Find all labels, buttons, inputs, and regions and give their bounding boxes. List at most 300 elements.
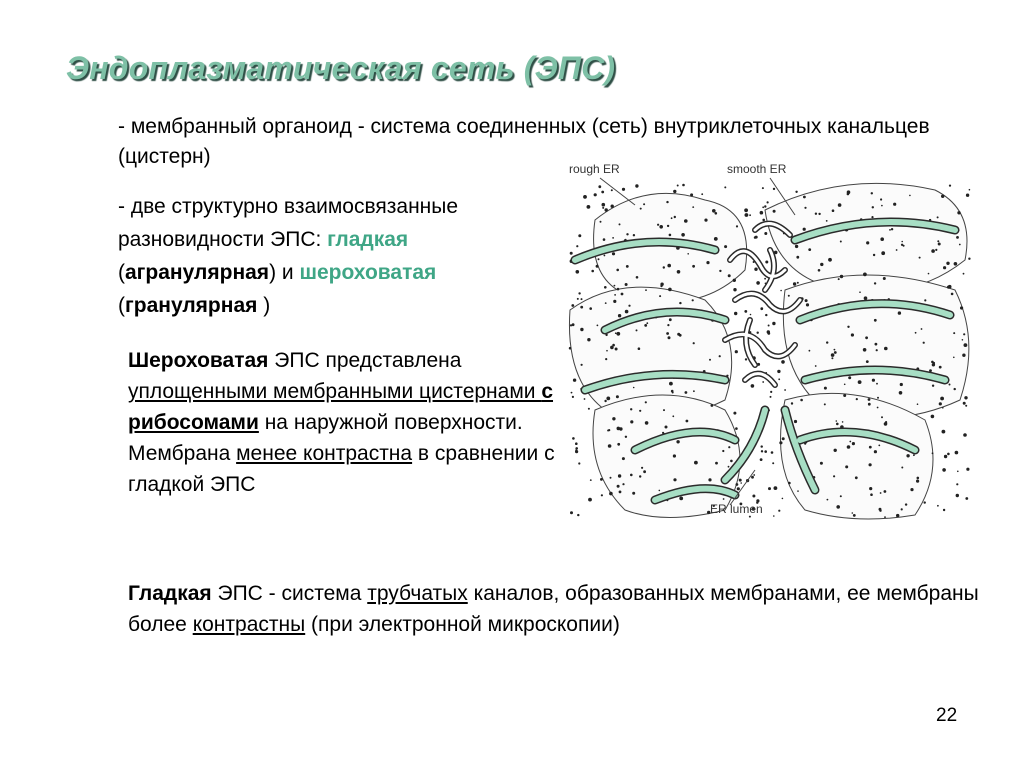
ribosome-dot	[942, 430, 946, 434]
ribosome-dot	[966, 468, 969, 471]
ribosome-dot	[924, 299, 926, 301]
ribosome-dot	[681, 233, 685, 237]
ribosome-dot	[947, 453, 950, 456]
ribosome-dot	[578, 234, 581, 237]
ribosome-dot	[755, 236, 758, 239]
ribosome-dot	[638, 347, 641, 350]
ribosome-dot	[610, 346, 614, 350]
ribosome-dot	[606, 397, 610, 401]
ribosome-dot	[899, 391, 903, 395]
ribosome-dot	[750, 314, 752, 316]
text: на наружной поверхности. Мембрана	[128, 411, 523, 465]
ribosome-dot	[808, 248, 811, 251]
ribosome-dot	[677, 185, 679, 187]
ribosome-dot	[864, 296, 868, 300]
underlined-tubular: трубчатых	[367, 582, 468, 605]
ribosome-dot	[614, 285, 616, 287]
ribosome-dot	[836, 420, 838, 422]
ribosome-dot	[724, 186, 726, 188]
ribosome-dot	[604, 400, 606, 402]
ribosome-dot	[910, 488, 913, 491]
ribosome-dot	[935, 249, 937, 251]
ribosome-dot	[797, 282, 799, 284]
text: в сравнении с гладкой ЭПС	[128, 442, 555, 496]
ribosome-dot	[612, 417, 615, 420]
ribosome-dot	[791, 402, 793, 404]
ribosome-dot	[669, 234, 672, 237]
ribosome-dot	[630, 420, 633, 423]
ribosome-dot	[668, 336, 671, 339]
ribosome-dot	[752, 495, 755, 498]
ribosome-dot	[676, 440, 679, 443]
ribosome-dot	[728, 274, 731, 277]
ribosome-dot	[928, 273, 930, 275]
ribosome-dot	[780, 290, 782, 292]
ribosome-dot	[601, 494, 603, 496]
ribosome-dot	[863, 348, 867, 352]
term-agranular: агранулярная	[125, 261, 270, 284]
ribosome-dot	[736, 225, 738, 227]
ribosome-dot	[772, 462, 774, 464]
ribosome-dot	[896, 514, 899, 517]
ribosome-dot	[668, 288, 672, 292]
ribosome-dot	[694, 461, 698, 465]
ribosome-dot	[827, 499, 829, 501]
ribosome-dot	[884, 490, 887, 493]
ribosome-dot	[745, 358, 747, 360]
ribosome-dot	[584, 398, 586, 400]
ribosome-dot	[580, 328, 583, 331]
ribosome-dot	[671, 217, 673, 219]
ribosome-dot	[767, 332, 770, 335]
ribosome-dot	[866, 360, 869, 363]
ribosome-dot	[630, 474, 633, 477]
ribosome-dot	[577, 298, 579, 300]
ribosome-dot	[955, 451, 959, 455]
ribosome-dot	[679, 497, 683, 501]
ribosome-dot	[728, 446, 730, 448]
ribosome-dot	[884, 347, 888, 351]
ribosome-dot	[901, 467, 903, 469]
label-smooth-er: smooth ER	[727, 162, 787, 176]
text: (	[118, 261, 125, 284]
ribosome-dot	[969, 189, 971, 191]
label-er-lumen: ER lumen	[710, 502, 763, 516]
ribosome-dot	[644, 324, 647, 327]
ribosome-dot	[946, 262, 949, 265]
ribosome-dot	[774, 486, 778, 490]
ribosome-dot	[603, 238, 606, 241]
ribosome-dot	[625, 310, 629, 314]
ribosome-dot	[645, 401, 647, 403]
ribosome-dot	[764, 450, 767, 453]
ribosome-dot	[597, 325, 599, 327]
ribosome-dot	[572, 437, 575, 440]
ribosome-dot	[719, 355, 721, 357]
ribosome-dot	[715, 212, 718, 215]
ribosome-dot	[964, 343, 968, 347]
ribosome-dot	[806, 303, 809, 306]
ribosome-dot	[809, 350, 811, 352]
ribosome-dot	[940, 397, 944, 401]
ribosome-dot	[836, 505, 840, 509]
ribosome-dot	[626, 233, 628, 235]
ribosome-dot	[767, 201, 769, 203]
ribosome-dot	[714, 237, 718, 241]
ribosome-dot	[598, 258, 600, 260]
ribosome-dot	[954, 388, 956, 390]
ribosome-dot	[575, 447, 578, 450]
ribosome-dot	[617, 427, 621, 431]
ribosome-dot	[782, 437, 785, 440]
term-rough: шероховатая	[299, 261, 437, 284]
ribosome-dot	[931, 415, 935, 419]
ribosome-dot	[880, 492, 882, 494]
ribosome-dot	[878, 445, 880, 447]
ribosome-dot	[722, 450, 724, 452]
ribosome-dot	[616, 332, 620, 336]
ribosome-dot	[762, 187, 764, 189]
ribosome-dot	[874, 282, 876, 284]
ribosome-dot	[571, 304, 574, 307]
ribosome-dot	[939, 402, 942, 405]
ribosome-dot	[610, 477, 612, 479]
ribosome-dot	[838, 203, 842, 207]
ribosome-dot	[581, 364, 583, 366]
ribosome-dot	[917, 403, 919, 405]
ribosome-dot	[880, 237, 884, 241]
ribosome-dot	[949, 384, 951, 386]
rough-er-paragraph	[128, 345, 558, 500]
label-rough-er: rough ER	[569, 162, 620, 176]
ribosome-dot	[906, 454, 909, 457]
ribosome-dot	[939, 366, 942, 369]
ribosome-dot	[924, 501, 926, 503]
ribosome-dot	[781, 360, 785, 364]
ribosome-dot	[641, 467, 643, 469]
ribosome-dot	[881, 205, 883, 207]
ribosome-dot	[881, 251, 885, 255]
ribosome-dot	[709, 359, 711, 361]
ribosome-dot	[591, 270, 594, 273]
ribosome-dot	[795, 191, 797, 193]
ribosome-dot	[736, 483, 739, 486]
ribosome-dot	[795, 245, 798, 248]
ribosome-dot	[569, 347, 572, 350]
ribosome-dot	[744, 208, 748, 212]
ribosome-dot	[784, 389, 786, 391]
ribosome-dot	[692, 206, 694, 208]
ribosome-dot	[893, 203, 896, 206]
ribosome-dot	[617, 485, 620, 488]
term-smooth-er: Гладкая	[128, 582, 212, 605]
text: (	[118, 294, 125, 317]
ribosome-dot	[852, 442, 855, 445]
ribosome-dot	[733, 279, 736, 282]
ribosome-dot	[571, 392, 573, 394]
ribosome-dot	[938, 243, 941, 246]
ribosome-dot	[735, 427, 738, 430]
ribosome-dot	[884, 516, 886, 518]
ribosome-dot	[666, 332, 669, 335]
ribosome-dot	[602, 207, 604, 209]
ribosome-dot	[773, 188, 775, 190]
ribosome-dot	[632, 492, 635, 495]
ribosome-dot	[779, 441, 782, 444]
ribosome-dot	[667, 264, 671, 268]
ribosome-dot	[960, 306, 963, 309]
ribosome-dot	[622, 188, 625, 191]
ribosome-dot	[739, 479, 742, 482]
ribosome-dot	[956, 483, 958, 485]
ribosome-dot	[615, 348, 618, 351]
ribosome-dot	[578, 292, 580, 294]
ribosome-dot	[916, 480, 919, 483]
ribosome-dot	[596, 265, 599, 268]
ribosome-dot	[616, 269, 619, 272]
ribosome-dot	[645, 289, 647, 291]
ribosome-dot	[757, 332, 759, 334]
ribosome-dot	[733, 288, 736, 291]
ribosome-dot	[639, 475, 641, 477]
ribosome-dot	[883, 277, 886, 280]
ribosome-dot	[844, 384, 846, 386]
ribosome-dot	[616, 395, 619, 398]
ribosome-dot	[602, 203, 606, 207]
ribosome-dot	[796, 256, 799, 259]
ribosome-dot	[669, 318, 672, 321]
ribosome-dot	[646, 322, 648, 324]
ribosome-dot	[605, 208, 608, 211]
ribosome-dot	[834, 351, 837, 354]
ribosome-dot	[901, 241, 903, 243]
ribosome-dot	[753, 474, 755, 476]
ribosome-dot	[621, 293, 624, 296]
ribosome-dot	[963, 333, 965, 335]
ribosome-dot	[733, 412, 736, 415]
ribosome-dot	[659, 490, 661, 492]
ribosome-dot	[872, 379, 875, 382]
ribosome-dot	[884, 422, 888, 426]
ribosome-dot	[760, 211, 764, 215]
ribosome-dot	[580, 306, 583, 309]
ribosome-dot	[612, 237, 614, 239]
ribosome-dot	[874, 319, 877, 322]
ribosome-dot	[685, 391, 688, 394]
ribosome-dot	[956, 236, 959, 239]
ribosome-dot	[855, 476, 858, 479]
underlined-flat-cisterns: уплощенными мембранными цистернами	[128, 380, 542, 403]
ribosome-dot	[965, 497, 968, 500]
ribosome-dot	[901, 508, 903, 510]
ribosome-dot	[708, 478, 711, 481]
ribosome-dot	[824, 387, 827, 390]
ribosome-dot	[594, 193, 597, 196]
ribosome-dot	[963, 433, 967, 437]
ribosome-dot	[667, 225, 669, 227]
ribosome-dot	[868, 398, 871, 401]
ribosome-dot	[663, 409, 665, 411]
ribosome-dot	[604, 255, 606, 257]
ribosome-dot	[754, 268, 757, 271]
ribosome-dot	[833, 475, 835, 477]
term-granular: гранулярная	[125, 294, 258, 317]
ribosome-dot	[615, 332, 617, 334]
ribosome-dot	[606, 350, 608, 352]
ribosome-dot	[873, 254, 875, 256]
ribosome-dot	[761, 445, 763, 447]
underlined-ribosomes: с рибосомами	[128, 380, 554, 434]
ribosome-dot	[818, 213, 820, 215]
ribosome-dot	[745, 213, 749, 217]
ribosome-dot	[640, 208, 642, 210]
ribosome-dot	[617, 288, 620, 291]
ribosome-dot	[868, 403, 871, 406]
ribosome-dot	[764, 205, 766, 207]
ribosome-dot	[749, 214, 751, 216]
ribosome-dot	[875, 343, 878, 346]
ribosome-dot	[937, 505, 939, 507]
ribosome-dot	[840, 495, 842, 497]
ribosome-dot	[889, 229, 891, 231]
ribosome-dot	[768, 487, 771, 490]
ribosome-dot	[614, 294, 616, 296]
ribosome-dot	[622, 483, 624, 485]
ribosome-dot	[578, 462, 580, 464]
ribosome-dot	[824, 403, 826, 405]
ribosome-dot	[943, 266, 946, 269]
ribosome-dot	[687, 253, 689, 255]
ribosome-dot	[770, 396, 772, 398]
text: )	[257, 294, 271, 317]
ribosome-dot	[966, 194, 969, 197]
ribosome-dot	[903, 245, 905, 247]
ribosome-dot	[684, 219, 688, 223]
ribosome-dot	[849, 441, 851, 443]
ribosome-dot	[663, 266, 665, 268]
ribosome-dot	[760, 307, 763, 310]
ribosome-dot	[962, 354, 965, 357]
ribosome-dot	[666, 201, 668, 203]
ribosome-dot	[859, 291, 861, 293]
ribosome-dot	[673, 190, 676, 193]
ribosome-dot	[818, 269, 821, 272]
ribosome-dot	[605, 302, 607, 304]
ribosome-dot	[832, 209, 835, 212]
ribosome-dot	[771, 451, 774, 454]
ribosome-dot	[588, 408, 590, 410]
ribosome-dot	[932, 452, 934, 454]
ribosome-dot	[764, 278, 766, 280]
ribosome-dot	[573, 379, 576, 382]
ribosome-dot	[682, 184, 685, 187]
ribosome-dot	[872, 206, 874, 208]
ribosome-dot	[657, 224, 659, 226]
ribosome-dot	[619, 223, 621, 225]
text: каналов, образованных мембранами, ее мембраны более	[128, 582, 979, 636]
ribosome-dot	[831, 357, 833, 359]
ribosome-dot	[803, 196, 806, 199]
ribosome-dot	[576, 245, 578, 247]
ribosome-dot	[871, 192, 873, 194]
ribosome-dot	[954, 262, 958, 266]
text: ЭПС представлена	[268, 349, 462, 372]
ribosome-dot	[674, 216, 676, 218]
ribosome-dot	[877, 397, 879, 399]
ribosome-dot	[865, 336, 868, 339]
ribosome-dot	[622, 457, 625, 460]
ribosome-dot	[858, 380, 862, 384]
ribosome-dot	[672, 392, 674, 394]
ribosome-dot	[723, 498, 725, 500]
term-smooth: гладкая	[327, 228, 409, 251]
ribosome-dot	[608, 444, 612, 448]
ribosome-dot	[869, 463, 872, 466]
ribosome-dot	[923, 342, 925, 344]
ribosome-dot	[788, 482, 791, 485]
ribosome-dot	[803, 228, 806, 231]
ribosome-dot	[840, 275, 843, 278]
er-drawing	[555, 150, 985, 530]
ribosome-dot	[587, 338, 590, 341]
ribosome-dot	[570, 511, 573, 514]
ribosome-dot	[797, 490, 799, 492]
ribosome-dot	[891, 228, 893, 230]
ribosome-dot	[619, 491, 622, 494]
slide-title: Эндоплазматическая сеть (ЭПС)	[66, 50, 616, 86]
ribosome-dot	[612, 252, 615, 255]
ribosome-dot	[575, 450, 578, 453]
ribosome-dot	[964, 396, 967, 399]
ribosome-dot	[765, 261, 768, 264]
ribosome-dot	[847, 445, 851, 449]
ribosome-dot	[762, 219, 765, 222]
ribosome-dot	[605, 358, 607, 360]
ribosome-dot	[962, 339, 964, 341]
ribosome-dot	[643, 470, 646, 473]
ribosome-dot	[793, 282, 796, 285]
ribosome-dot	[968, 258, 970, 260]
term-rough-er: Шероховатая	[128, 349, 269, 372]
ribosome-dot	[618, 474, 621, 477]
ribosome-dot	[626, 265, 629, 268]
ribosome-dot	[611, 205, 614, 208]
ribosome-dot	[957, 471, 959, 473]
ribosome-dot	[870, 493, 873, 496]
ribosome-dot	[633, 234, 635, 236]
ribosome-dot	[690, 193, 693, 196]
ribosome-dot	[577, 514, 579, 516]
ribosome-dot	[838, 278, 840, 280]
ribosome-dot	[913, 454, 915, 456]
ribosome-dot	[909, 195, 911, 197]
ribosome-dot	[834, 449, 837, 452]
ribosome-dot	[645, 421, 649, 425]
ribosome-dot	[588, 498, 592, 502]
ribosome-dot	[963, 402, 966, 405]
ribosome-dot	[677, 270, 681, 274]
ribosome-dot	[706, 261, 709, 264]
ribosome-dot	[751, 476, 754, 479]
ribosome-dot	[686, 420, 689, 423]
ribosome-dot	[762, 206, 764, 208]
ribosome-dot	[693, 390, 695, 392]
ribosome-dot	[659, 225, 663, 229]
ribosome-dot	[669, 382, 673, 386]
ribosome-dot	[630, 408, 632, 410]
ribosome-dot	[600, 221, 602, 223]
ribosome-dot	[764, 232, 767, 235]
